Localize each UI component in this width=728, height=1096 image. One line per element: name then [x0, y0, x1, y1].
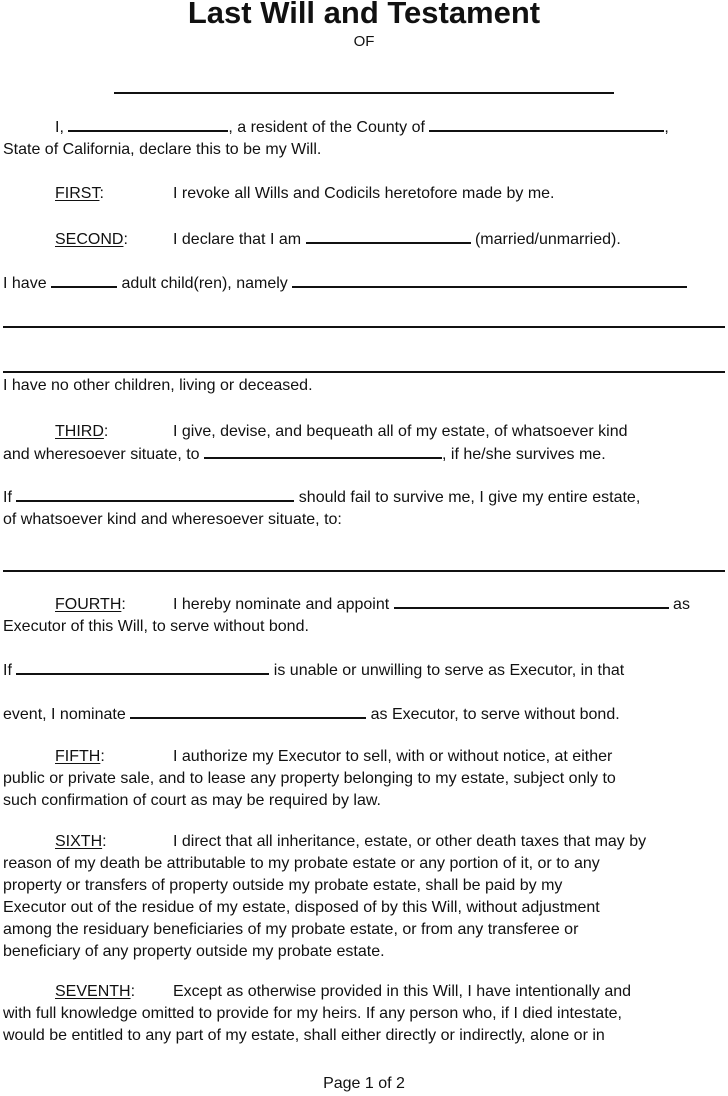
alternate-executor-nomination: event, I nominate as Executor, to serve without bond. [3, 703, 725, 726]
article-sixth: SIXTH: I direct that all inheritance, estate, or other death taxes that may by reason of my death be attributable to my probate estate or any portion of it, or to any property or transfers of property outside my probate estate, shall be paid by my Executor out of the residue of my estate, disposed of by this Will, without adjustment among the residuary beneficiaries of my probate estate, or from any transferee or beneficiary of any property outside my probate estate. [3, 833, 647, 960]
contingent-beneficiary-clause: If should fail to survive me, I give my entire estate, of whatsoever kind and wheresoever situate, to: [3, 486, 725, 531]
contingent-write-in-line [3, 570, 725, 572]
fill-in-blank [16, 486, 294, 502]
fill-in-blank [292, 272, 687, 288]
document-subtitle: OF [353, 33, 375, 50]
document-title: Last Will and Testament [187, 0, 541, 30]
document-body [3, 116, 725, 1047]
children-statement: I have adult child(ren), namely [3, 272, 725, 295]
fill-in-blank [68, 116, 228, 132]
fill-in-blank [394, 593, 669, 609]
article-label: SIXTH: [55, 833, 107, 850]
article-label: FOURTH: [55, 596, 126, 613]
article-fourth: FOURTH: I hereby nominate and appoint as Executor of this Will, to serve without bond. [3, 593, 725, 638]
article-label: SEVENTH: [55, 983, 136, 1000]
fill-in-blank [429, 116, 664, 132]
opening-paragraph: I, , a resident of the County of , State of California, declare this to be my Will. [3, 116, 725, 161]
fill-in-blank [204, 443, 442, 459]
alternate-executor-condition: If is unable or unwilling to serve as Executor, in that [3, 659, 725, 682]
fill-in-blank [306, 228, 471, 244]
article-label: SECOND: [55, 231, 128, 248]
fill-in-blank [130, 703, 366, 719]
article-second: SECOND: I declare that I am (married/unmarried). [3, 228, 725, 251]
article-label: FIRST: [55, 185, 104, 202]
article-fifth: FIFTH: I authorize my Executor to sell, with or without notice, at either public or private sale, and to lease any property belonging to my estate, subject only to such confirmation of court as may be required by law. [3, 748, 616, 809]
article-first: FIRST: I revoke all Wills and Codicils heretofore made by me. [3, 183, 725, 205]
fill-in-blank [51, 272, 117, 288]
fill-in-blank [16, 659, 269, 675]
testator-name-line [114, 92, 614, 94]
children-write-in-line-1 [3, 326, 725, 328]
article-third: THIRD: I give, devise, and bequeath all of my estate, of whatsoever kind and wheresoever situate, to , if he/she survives me. [3, 423, 628, 463]
no-other-children-statement: I have no other children, living or deceased. [3, 377, 313, 394]
page-number: Page 1 of 2 [323, 1075, 405, 1092]
article-label: FIFTH: [55, 748, 105, 765]
article-seventh: SEVENTH: Except as otherwise provided in this Will, I have intentionally and with full knowledge omitted to provide for my heirs. If any person who, if I died intestate, would be entitled to any part of my estate, shall either directly or indirectly, alone or in [3, 983, 632, 1044]
children-write-in-line-2 [3, 371, 725, 373]
article-label: THIRD: [55, 423, 109, 440]
